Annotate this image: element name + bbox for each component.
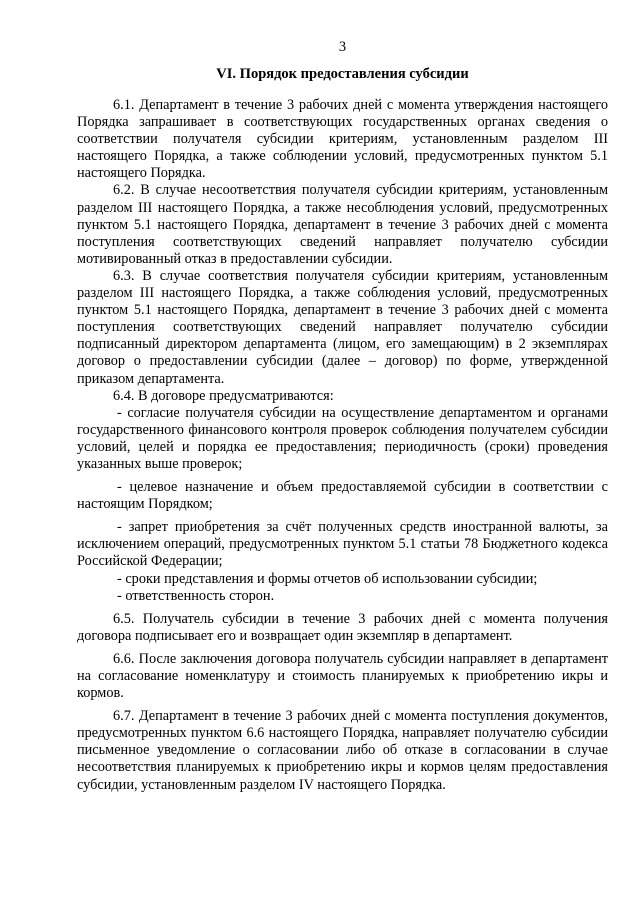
paragraph-6-1: 6.1. Департамент в течение 3 рабочих дней с момента утверждения настоящего Порядка запрашивает в соответствующих государственных органах сведения о соответствии получателя субсидии критериям, установленным разделом III настоящего Порядка, а также соблюдении условий, предусмотренных пунктом 5.1 настоящего Порядка.	[77, 97, 608, 182]
paragraph-6-6: 6.6. После заключения договора получатель субсидии направляет в департамент на согласование номенклатуру и стоимость планируемых к приобретению икры и кормов.	[77, 650, 608, 702]
page-number: 3	[338, 39, 347, 55]
list-item-reporting: - сроки представления и формы отчетов об использовании субсидии;	[117, 570, 538, 587]
paragraph-6-2: 6.2. В случае несоответствия получателя субсидии критериям, установленным разделом III настоящего Порядка, а также несоблюдения условий, предусмотренных пунктом 5.1 настоящего Порядка, департамент в течение 3 рабочих дней с момента поступления соответствующих сведений направляет получателю субсидии мотивированный отказ в предоставлении субсидии.	[77, 182, 608, 267]
section-title: VI. Порядок предоставления субсидии	[216, 66, 469, 82]
paragraph-6-3: 6.3. В случае соответствия получателя субсидии критериям, установленным разделом III настоящего Порядка, а также соблюдения условий, предусмотренных пунктом 5.1 настоящего Порядка, департамент в течение 3 рабочих дней с момента поступления соответствующих сведений направляет получателю субсидии подписанный директором департамента (лицом, его замещающим) в 2 экземплярах договор о предоставлении субсидии (далее – договор) по форме, утвержденной приказом департамента.	[77, 267, 608, 387]
list-item-responsibility: - ответственность сторон.	[117, 587, 275, 604]
paragraph-6-4: 6.4. В договоре предусматриваются:	[113, 387, 334, 404]
list-item-currency-ban: - запрет приобретения за счёт полученных средств иностранной валюты, за исключением операций, предусмотренных пунктом 5.1 статьи 78 Бюджетного кодекса Российской Федерации;	[77, 519, 608, 570]
list-item-purpose-amount: - целевое назначение и объем предоставляемой субсидии в соответствии с настоящим Порядком;	[77, 479, 608, 513]
list-item-consent-inspections: - согласие получателя субсидии на осуществление департаментом и органами государственного финансового контроля проверок соблюдения получателем субсидии условий, целей и порядка ее предоставления; периодичность (сроки) проведения указанных выше проверок;	[77, 404, 608, 472]
paragraph-6-7: 6.7. Департамент в течение 3 рабочих дней с момента поступления документов, предусмотренных пунктом 6.6 настоящего Порядка, направляет получателю субсидии письменное уведомление о согласовании либо об отказе в согласовании в случае несоответствия планируемых к приобретению икры и кормов целям предоставления субсидии, установленным разделом IV настоящего Порядка.	[77, 708, 608, 793]
paragraph-6-5: 6.5. Получатель субсидии в течение 3 рабочих дней с момента получения договора подписывает его и возвращает один экземпляр в департамент.	[77, 610, 608, 644]
